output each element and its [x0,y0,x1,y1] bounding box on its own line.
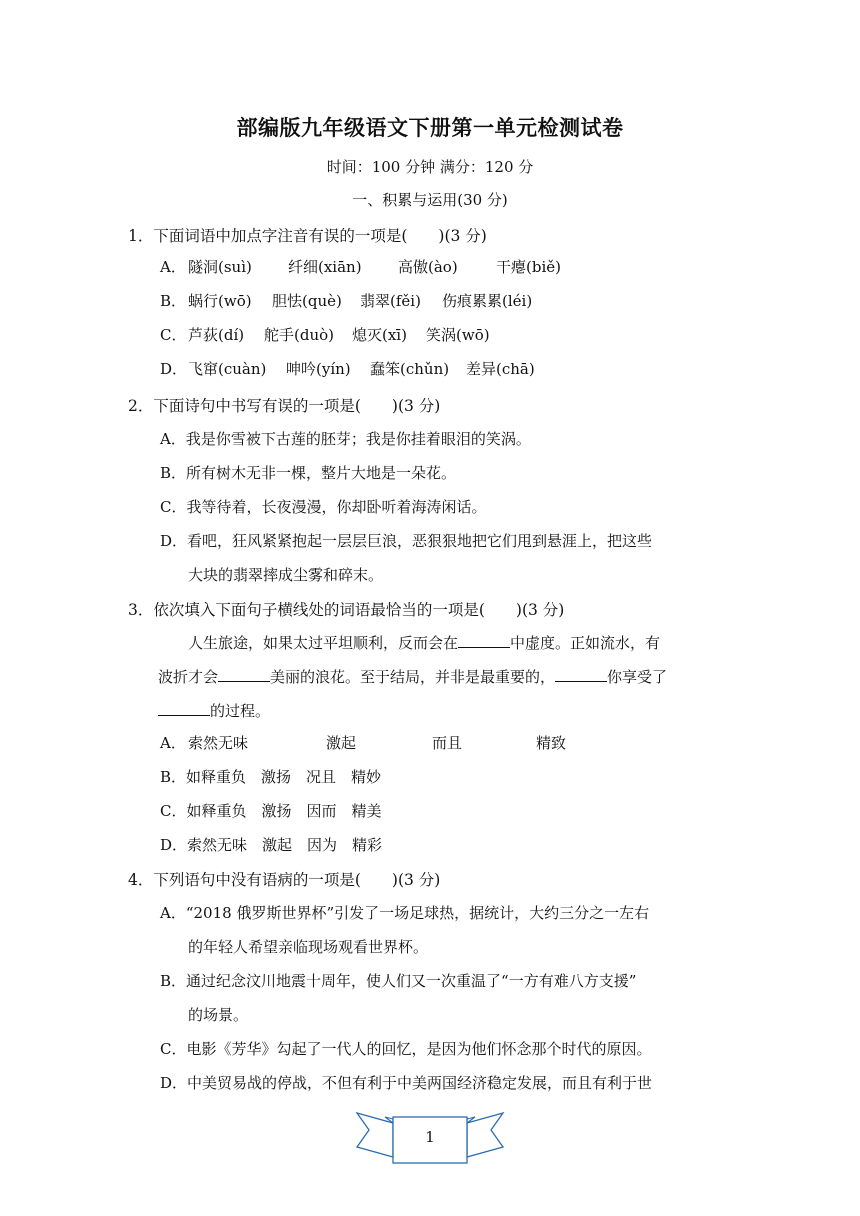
page-title: 部编版九年级语文下册第一单元检测试卷 [236,116,624,140]
text: 你享受了 [607,668,668,686]
word: 舵手(duò) [264,326,334,344]
word: 激起 [326,734,357,752]
option-letter: C． [160,326,187,344]
word: 索然无味 [188,734,249,752]
blank-4 [158,701,210,716]
q4-option-d: D．中美贸易战的停战，不但有利于中美两国经济稳定发展，而且有利于世 [160,1074,653,1092]
word: 芦荻(dí) [188,326,245,344]
q4-option-a-cont: 的年轻人希望亲临现场观看世界杯。 [188,938,429,956]
q1-option-d [160,358,535,379]
word: 纤细(xiān) [288,258,362,276]
blank-3 [555,667,607,682]
word: 伤痕累累(léi) [442,292,533,310]
q3-stem: 3．依次填入下面句子横线处的词语最恰当的一项是( )(3 分) [128,601,565,619]
text: 美丽的浪花。至于结局，并非是最重要的， [270,668,556,686]
text: 的过程。 [210,702,271,720]
q3-passage-line2 [158,666,667,687]
q4-option-b-cont: 的场景。 [188,1006,249,1024]
q3-option-a [160,732,567,753]
q1-option-a [160,256,561,277]
q3-passage-line3 [158,700,270,721]
word: 笑涡(wō) [426,326,490,344]
text: 波折才会 [158,668,219,686]
word: 胆怯(què) [272,292,342,310]
text: 中虚度。正如流水，有 [510,634,661,652]
q2-option-b: B．所有树木无非一棵，整片大地是一朵花。 [160,464,457,482]
word: 翡翠(fěi) [360,292,421,310]
q2-option-a: A．我是你雪被下古莲的胚芽；我是你挂着眼泪的笑涡。 [160,430,531,448]
blank-1 [458,633,510,648]
q2-stem: 2．下面诗句中书写有误的一项是( )(3 分) [128,397,441,415]
section-heading: 一、积累与运用(30 分) [352,191,508,209]
blank-2 [218,667,270,682]
q4-option-c: C．电影《芳华》勾起了一代人的回忆，是因为他们怀念那个时代的原因。 [160,1040,652,1058]
q4-stem: 4．下列语句中没有语病的一项是( )(3 分) [128,871,441,889]
q3-option-c: C．如释重负 激扬 因而 精美 [160,802,382,820]
q4-option-a: A．“2018 俄罗斯世界杯”引发了一场足球热，据统计，大约三分之一左右 [160,904,650,922]
text: 人生旅途，如果太过平坦顺利，反而会在 [188,634,459,652]
word: 蜗行(wō) [188,292,252,310]
q1-option-c [160,324,490,345]
q3-passage-line1 [188,632,660,653]
option-letter: B． [160,292,187,310]
q1-option-b [160,290,533,311]
word: 熄灭(xī) [352,326,407,344]
q4-option-b: B．通过纪念汶川地震十周年，使人们又一次重温了“一方有难八方支援” [160,972,637,990]
q2-option-d-cont: 大块的翡翠摔成尘雾和碎末。 [188,566,384,584]
q3-option-b: B．如释重负 激扬 况且 精妙 [160,768,382,786]
page-number: 1 [425,1128,435,1146]
word: 差异(chā) [466,360,535,378]
q1-stem: 1．下面词语中加点字注音有误的一项是( )(3 分) [128,227,487,245]
q2-option-c: C．我等待着，长夜漫漫，你却卧听着海涛闲话。 [160,498,487,516]
word: 呻吟(yín) [286,360,351,378]
word: 蠢笨(chǔn) [370,360,450,378]
word: 精致 [536,734,567,752]
option-letter: A． [160,734,186,752]
word: 高傲(ào) [398,258,458,276]
q3-option-d: D．索然无味 激起 因为 精彩 [160,836,383,854]
option-letter: A． [160,258,186,276]
word: 干瘪(biě) [496,258,561,276]
q2-option-d: D．看吧，狂风紧紧抱起一层层巨浪，恶狠狠地把它们甩到悬涯上，把这些 [160,532,653,550]
option-letter: D． [160,360,188,378]
word: 隧洞(suì) [188,258,252,276]
exam-info: 时间：100 分钟 满分：120 分 [326,158,534,176]
word: 而且 [432,734,463,752]
word: 飞窜(cuàn) [188,360,267,378]
